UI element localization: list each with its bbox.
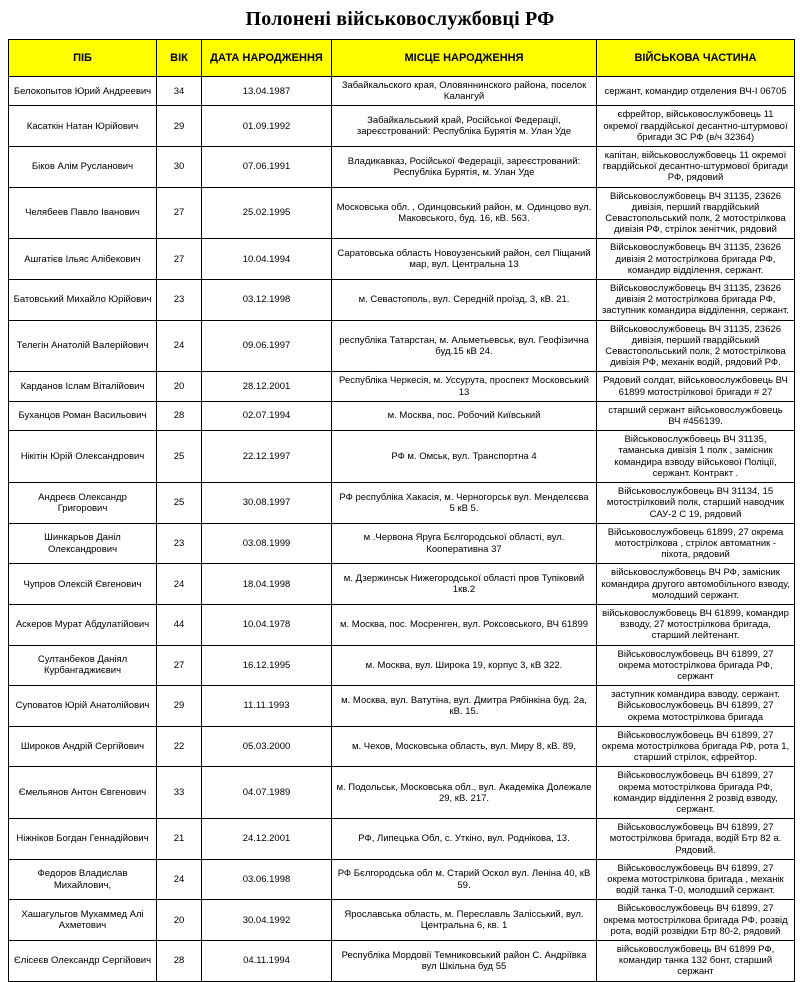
- person-name-cell: Біков Алім Русланович: [9, 147, 157, 188]
- unit-cell: Військовослужбовець ВЧ 31135, 23626 дивізія 2 мотострілкова бригада РФ, командир відділення, сержант.: [597, 239, 795, 280]
- age-cell: 24: [157, 564, 202, 605]
- birthplace-cell: РФ м. Омськ, вул. Транспортна 4: [332, 431, 597, 483]
- age-cell: 20: [157, 900, 202, 941]
- age-cell: 27: [157, 645, 202, 686]
- birthplace-cell: м. Подольськ, Московська обл., вул. Академіка Долежале 29, кВ. 217.: [332, 767, 597, 819]
- person-name-cell: Андреєв Олександр Григорович: [9, 483, 157, 524]
- dob-cell: 03.08.1999: [202, 523, 332, 564]
- birthplace-cell: м. Москва, пос. Робочий Київський: [332, 401, 597, 430]
- birthplace-cell: РФ Бєлгородська обл м. Старий Оскол вул. Леніна 40, кВ 59.: [332, 859, 597, 900]
- birthplace-cell: Забайкальський край, Російської Федерації, зареєстрований: Республіка Бурятія м. Улан Уде: [332, 106, 597, 147]
- person-name-cell: Хашагульгов Мухаммед Алі Ахметович: [9, 900, 157, 941]
- page-title: Полонені військовослужбовці РФ: [245, 8, 555, 30]
- unit-cell: військовослужбовець ВЧ 61899, командир взводу, 27 мотострілкова бригада, старший лейтенант.: [597, 604, 795, 645]
- unit-cell: військовослужбовець ВЧ РФ, замісник командира другого автомобільного взводу, молодший сержант.: [597, 564, 795, 605]
- table-row: [9, 320, 795, 372]
- dob-cell: 30.04.1992: [202, 900, 332, 941]
- birthplace-cell: м. Чехов, Московська область, вул. Миру 8, кВ. 89,: [332, 726, 597, 767]
- unit-cell: Військовослужбовець ВЧ 61899, 27 окрема мотострілкова бригада , механік водій танка Т-0, молодший сержант.: [597, 859, 795, 900]
- age-cell: 20: [157, 372, 202, 401]
- birthplace-cell: Республіка Черкесія, м. Уссурута, проспект Московський 13: [332, 372, 597, 401]
- age-cell: 29: [157, 106, 202, 147]
- dob-cell: 04.07.1989: [202, 767, 332, 819]
- table-row: [9, 77, 795, 106]
- age-cell: 28: [157, 941, 202, 982]
- birthplace-cell: м. Севастополь, вул. Середній проїзд, 3, кВ. 21.: [332, 280, 597, 321]
- birthplace-cell: РФ, Липецька Обл, с. Уткіно, вул. Роднікова, 13.: [332, 819, 597, 860]
- person-name-cell: Телегін Анатолій Валерійович: [9, 320, 157, 372]
- person-name-cell: Касаткін Натан Юрійович: [9, 106, 157, 147]
- unit-cell: Рядовий солдат, військовослужбовець ВЧ 61899 мотострілкової бригади # 27: [597, 372, 795, 401]
- person-name-cell: Челябеев Павло Іванович: [9, 187, 157, 239]
- person-name-cell: Єлісеєв Олександр Сергійович: [9, 941, 157, 982]
- dob-cell: 03.06.1998: [202, 859, 332, 900]
- table-row: [9, 523, 795, 564]
- table-row: [9, 767, 795, 819]
- age-cell: 25: [157, 483, 202, 524]
- dob-cell: 07.06.1991: [202, 147, 332, 188]
- person-name-cell: Ємельянов Антон Євгенович: [9, 767, 157, 819]
- unit-cell: Військовослужбовець ВЧ 61899, 27 окрема мотострілкова бригада РФ, сержант: [597, 645, 795, 686]
- age-cell: 24: [157, 859, 202, 900]
- person-name-cell: Федоров Владислав Михайлович,: [9, 859, 157, 900]
- table-row: [9, 564, 795, 605]
- dob-cell: 28.12.2001: [202, 372, 332, 401]
- birthplace-cell: РФ республіка Хакасія, м. Черногорськ вул. Менделєєва 5 кВ 5.: [332, 483, 597, 524]
- birthplace-cell: м .Червона Яруга Бєлгородської області, вул. Кооперативна 37: [332, 523, 597, 564]
- unit-cell: єфрейтор, військовослужбовець 11 окремої гвардійської десантно-штурмової бригади ЗС РФ (в/ч 32364): [597, 106, 795, 147]
- age-cell: 28: [157, 401, 202, 430]
- dob-cell: 04.11.1994: [202, 941, 332, 982]
- unit-cell: Військовослужбовець ВЧ 31135, 23626 дивізія 2 мотострілкова бригада РФ, заступник командира відділення, сержант.: [597, 280, 795, 321]
- unit-cell: заступник командира взводу, сержант. Військовослужбовець ВЧ 61899, 27 окрема мотострілкова бригада: [597, 686, 795, 727]
- age-cell: 25: [157, 431, 202, 483]
- table-row: [9, 645, 795, 686]
- table-row: [9, 431, 795, 483]
- dob-cell: 25.02.1995: [202, 187, 332, 239]
- dob-cell: 02.07.1994: [202, 401, 332, 430]
- unit-cell: Військовослужбовець ВЧ 61899, 27 окрема мотострілкова бригада РФ, командир відділення 2 розвід взводу, сержант.: [597, 767, 795, 819]
- person-name-cell: Ніжніков Богдан Геннадійович: [9, 819, 157, 860]
- header-dob: ДАТА НАРОДЖЕННЯ: [202, 40, 332, 77]
- dob-cell: 05.03.2000: [202, 726, 332, 767]
- dob-cell: 11.11.1993: [202, 686, 332, 727]
- dob-cell: 03.12.1998: [202, 280, 332, 321]
- table-header: [9, 40, 795, 77]
- person-name-cell: Аскеров Мурат Абдулатійович: [9, 604, 157, 645]
- age-cell: 27: [157, 239, 202, 280]
- table-row: [9, 372, 795, 401]
- person-name-cell: Суповатов Юрій Анатолійович: [9, 686, 157, 727]
- person-name-cell: Ашгатієв Ільяс Алібекович: [9, 239, 157, 280]
- dob-cell: 10.04.1978: [202, 604, 332, 645]
- table-row: [9, 401, 795, 430]
- unit-cell: військовослужбовець ВЧ 61899 РФ, командир танка 132 бонт, старший сержант: [597, 941, 795, 982]
- dob-cell: 18.04.1998: [202, 564, 332, 605]
- age-cell: 44: [157, 604, 202, 645]
- header-birthplace: МІСЦЕ НАРОДЖЕННЯ: [332, 40, 597, 77]
- table-body: [9, 77, 795, 982]
- age-cell: 29: [157, 686, 202, 727]
- unit-cell: Військовослужбовець ВЧ 61899, 27 окрема мотострілкова бригада РФ, рота 1, старший стрілок, єфрейтор.: [597, 726, 795, 767]
- header-name: ПІБ: [9, 40, 157, 77]
- birthplace-cell: Саратовська область Новоузенський район, сел Піщаний мар, вул. Центральна 13: [332, 239, 597, 280]
- dob-cell: 22.12.1997: [202, 431, 332, 483]
- birthplace-cell: Республіка Мордовії Темниковський район С. Андріївка вул Шкільна буд 55: [332, 941, 597, 982]
- age-cell: 34: [157, 77, 202, 106]
- header-row: [9, 40, 795, 77]
- table-row: [9, 941, 795, 982]
- person-name-cell: Чупров Олексій Євгенович: [9, 564, 157, 605]
- person-name-cell: Белокопытов Юрий Андреевич: [9, 77, 157, 106]
- person-name-cell: Шинкарьов Даніл Олександрович: [9, 523, 157, 564]
- header-unit: ВІЙСЬКОВА ЧАСТИНА: [597, 40, 795, 77]
- person-name-cell: Буханцов Роман Васильович: [9, 401, 157, 430]
- unit-cell: Військовослужбовець ВЧ 31135, 23626 дивізія, перший гвардійський Севастопольський полк, 2 мотострілкова дивізія РФ, стрілок зенітчик, рядовий: [597, 187, 795, 239]
- table-row: [9, 819, 795, 860]
- birthplace-cell: м. Дзержинськ Нижегородської області пров Тупіковий 1кв.2: [332, 564, 597, 605]
- birthplace-cell: республіка Татарстан, м. Альметьевськ, вул. Геофізична буд.15 кВ 24.: [332, 320, 597, 372]
- person-name-cell: Нікітін Юрій Олександрович: [9, 431, 157, 483]
- dob-cell: 13.04.1987: [202, 77, 332, 106]
- unit-cell: Військовослужбовець ВЧ 61899, 27 окрема мотострілкова бригада РФ, розвід рота, водій розвідки Бтр 80-2, рядовий: [597, 900, 795, 941]
- dob-cell: 01.09.1992: [202, 106, 332, 147]
- person-name-cell: Широков Андрій Сергійович: [9, 726, 157, 767]
- unit-cell: Військовослужбовець 61899, 27 окрема мотострілкова , стрілок автоматник - піхота, рядовий: [597, 523, 795, 564]
- header-age: ВІК: [157, 40, 202, 77]
- table-row: [9, 147, 795, 188]
- prisoners-table: [8, 39, 795, 982]
- dob-cell: 09.06.1997: [202, 320, 332, 372]
- age-cell: 22: [157, 726, 202, 767]
- birthplace-cell: м. Москва, пос. Мосренген, вул. Роксовського, ВЧ 61899: [332, 604, 597, 645]
- unit-cell: старший сержант військовослужбовець ВЧ #456139.: [597, 401, 795, 430]
- table-row: [9, 726, 795, 767]
- birthplace-cell: м. Москва, вул. Ватутіна, вул. Дмитра Рябінкіна буд. 2а, кВ. 15.: [332, 686, 597, 727]
- birthplace-cell: Ярославська область, м. Переславль Залісський, вул. Центральна 6, кв. 1: [332, 900, 597, 941]
- birthplace-cell: Московська обл. , Одинцовський район, м. Одинцово вул. Маковського, буд. 16, кВ. 563.: [332, 187, 597, 239]
- age-cell: 23: [157, 523, 202, 564]
- person-name-cell: Карданов Іслам Віталійович: [9, 372, 157, 401]
- table-row: [9, 604, 795, 645]
- person-name-cell: Батовський Михайло Юрійович: [9, 280, 157, 321]
- unit-cell: сержант, командир отделения ВЧ-І 06705: [597, 77, 795, 106]
- age-cell: 27: [157, 187, 202, 239]
- table-row: [9, 686, 795, 727]
- birthplace-cell: Владикавказ, Російської Федерації, зареєстрований: Республіка Бурятія, м. Улан Уде: [332, 147, 597, 188]
- table-row: [9, 239, 795, 280]
- table-row: [9, 859, 795, 900]
- dob-cell: 24.12.2001: [202, 819, 332, 860]
- age-cell: 21: [157, 819, 202, 860]
- dob-cell: 16.12.1995: [202, 645, 332, 686]
- birthplace-cell: Забайкальского края, Оловяннинского района, поселок Калангуй: [332, 77, 597, 106]
- table-row: [9, 106, 795, 147]
- dob-cell: 30.08.1997: [202, 483, 332, 524]
- table-row: [9, 280, 795, 321]
- age-cell: 33: [157, 767, 202, 819]
- table-row: [9, 483, 795, 524]
- unit-cell: Військовослужбовець ВЧ 31135, таманська дивізія 1 полк , замісник командира взводу військової Поліції, сержант. Контракт .: [597, 431, 795, 483]
- person-name-cell: Султанбеков Даніял Курбангаджиєвич: [9, 645, 157, 686]
- dob-cell: 10.04.1994: [202, 239, 332, 280]
- age-cell: 23: [157, 280, 202, 321]
- unit-cell: Військовослужбовець ВЧ 61899, 27 мотострілкова бригада, водій Бтр 82 а. Рядовий.: [597, 819, 795, 860]
- birthplace-cell: м. Москва, вул. Широка 19, корпус 3, кВ 322.: [332, 645, 597, 686]
- unit-cell: Військовослужбовець ВЧ 31134, 15 мотострілковий полк, старший наводчик САУ-2 С 19, рядовий: [597, 483, 795, 524]
- table-row: [9, 187, 795, 239]
- age-cell: 24: [157, 320, 202, 372]
- unit-cell: Військовослужбовець ВЧ 31135, 23626 дивізія, перший гвардійський Севастопольський полк, 2 мотострілкова дивізія РФ, механік водій, рядовий РФ.: [597, 320, 795, 372]
- age-cell: 30: [157, 147, 202, 188]
- table-row: [9, 900, 795, 941]
- unit-cell: капітан, військовослужбовець 11 окремої гвардійської десантно-штурмової бригади РФ, рядовий: [597, 147, 795, 188]
